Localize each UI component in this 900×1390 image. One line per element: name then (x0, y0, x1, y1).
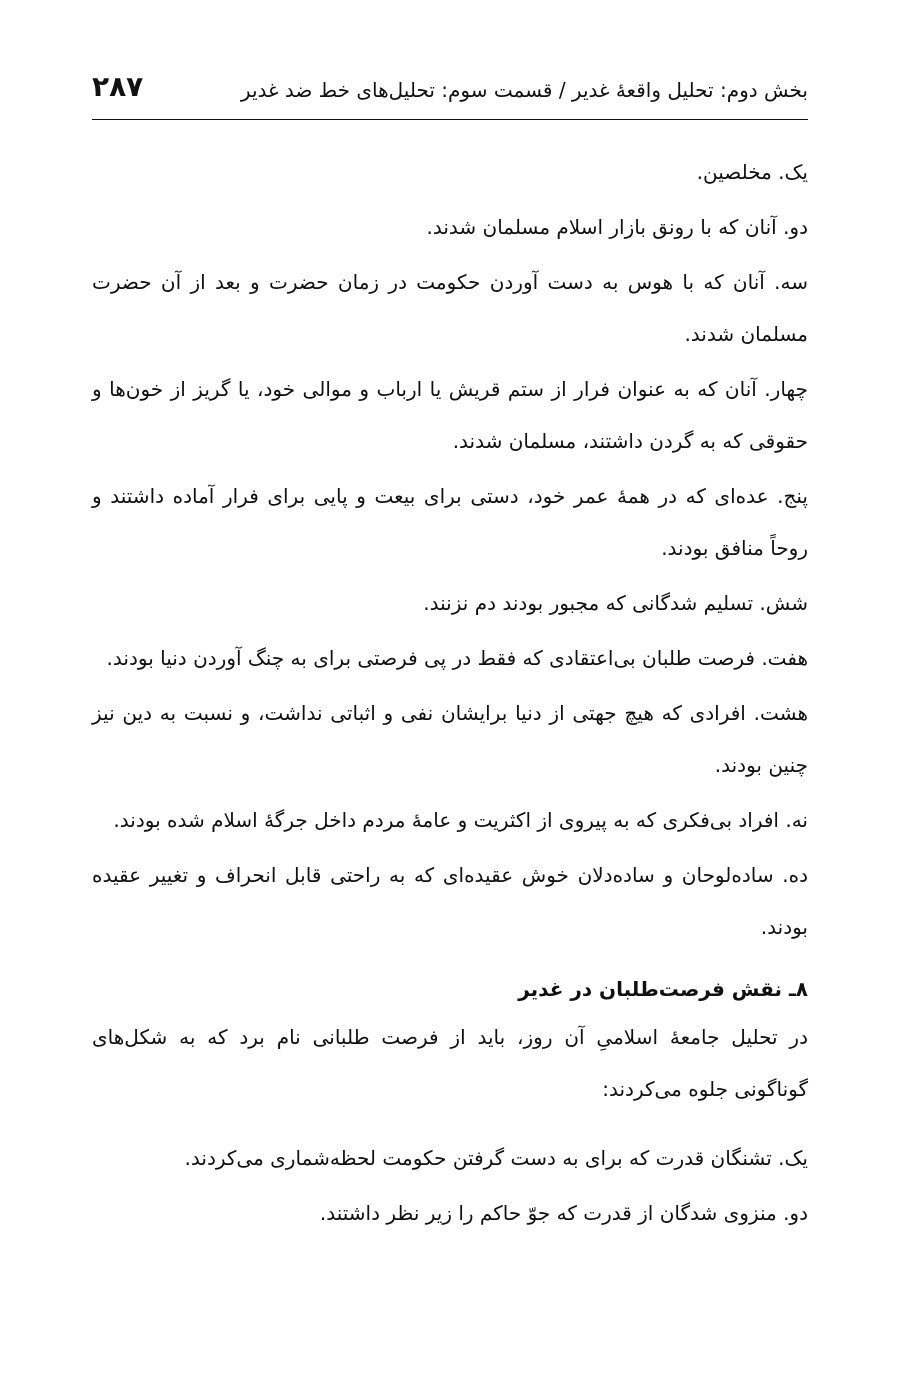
running-header (92, 70, 808, 120)
section-intro: در تحلیل جامعهٔ اسلامیِ آن روز، باید از فرصت طلبانی نام برد که به شکل‌های گوناگونی جلوه می‌کردند: (92, 1025, 808, 1101)
section-heading: ۸ـ نقش فرصت‌طلبان در غدیر (518, 977, 808, 1001)
list-item: یک. مخلصین. (696, 160, 808, 184)
page-body (92, 146, 808, 1242)
list-item: پنج. عده‌ای که در همهٔ عمر خود، دستی برای بیعت و پایی برای فرار آماده داشتند و روحاً منافق بودند. (92, 484, 808, 560)
list-item: چهار. آنان که به عنوان فرار از ستم قریش یا ارباب و موالی خود، یا گریز از خون‌ها و حقوقی که به گردن داشتند، مسلمان شدند. (92, 377, 808, 453)
list-item: هفت. فرصت طلبان بی‌اعتقادی که فقط در پی فرصتی برای به چنگ آوردن دنیا بودند. (106, 646, 808, 670)
list-item: ده. ساده‌لوحان و ساده‌دلان خوش عقیده‌ای که به راحتی قابل انحراف و تغییر عقیده بودند. (92, 863, 808, 939)
list-item: دو. منزوی شدگان از قدرت که جوّ حاکم را زیر نظر داشتند. (319, 1201, 808, 1225)
list-item: سه. آنان که با هوس به دست آوردن حکومت در زمان حضرت و بعد از آن حضرت مسلمان شدند. (92, 270, 808, 346)
list-item: نه. افراد بی‌فکری که به پیروی از اکثریت و عامهٔ مردم داخل جرگهٔ اسلام شده بودند. (113, 808, 808, 832)
spacer (92, 1118, 808, 1132)
list-item: یک. تشنگان قدرت که برای به دست گرفتن حکومت لحظه‌شماری می‌کردند. (184, 1146, 808, 1170)
page-number: ۲۸۷ (92, 70, 144, 103)
list-item: شش. تسلیم شدگانی که مجبور بودند دم نزنند. (423, 591, 808, 615)
running-title: بخش دوم: تحلیل واقعهٔ غدیر / قسمت سوم: تحلیل‌های خط ضد غدیر (240, 78, 808, 102)
list-item: هشت. افرادی که هیچ جهتی از دنیا برایشان نفی و اثباتی نداشت، و نسبت به دین نیز چنین بودند. (92, 701, 808, 777)
list-item: دو. آنان که با رونق بازار اسلام مسلمان شدند. (426, 215, 808, 239)
